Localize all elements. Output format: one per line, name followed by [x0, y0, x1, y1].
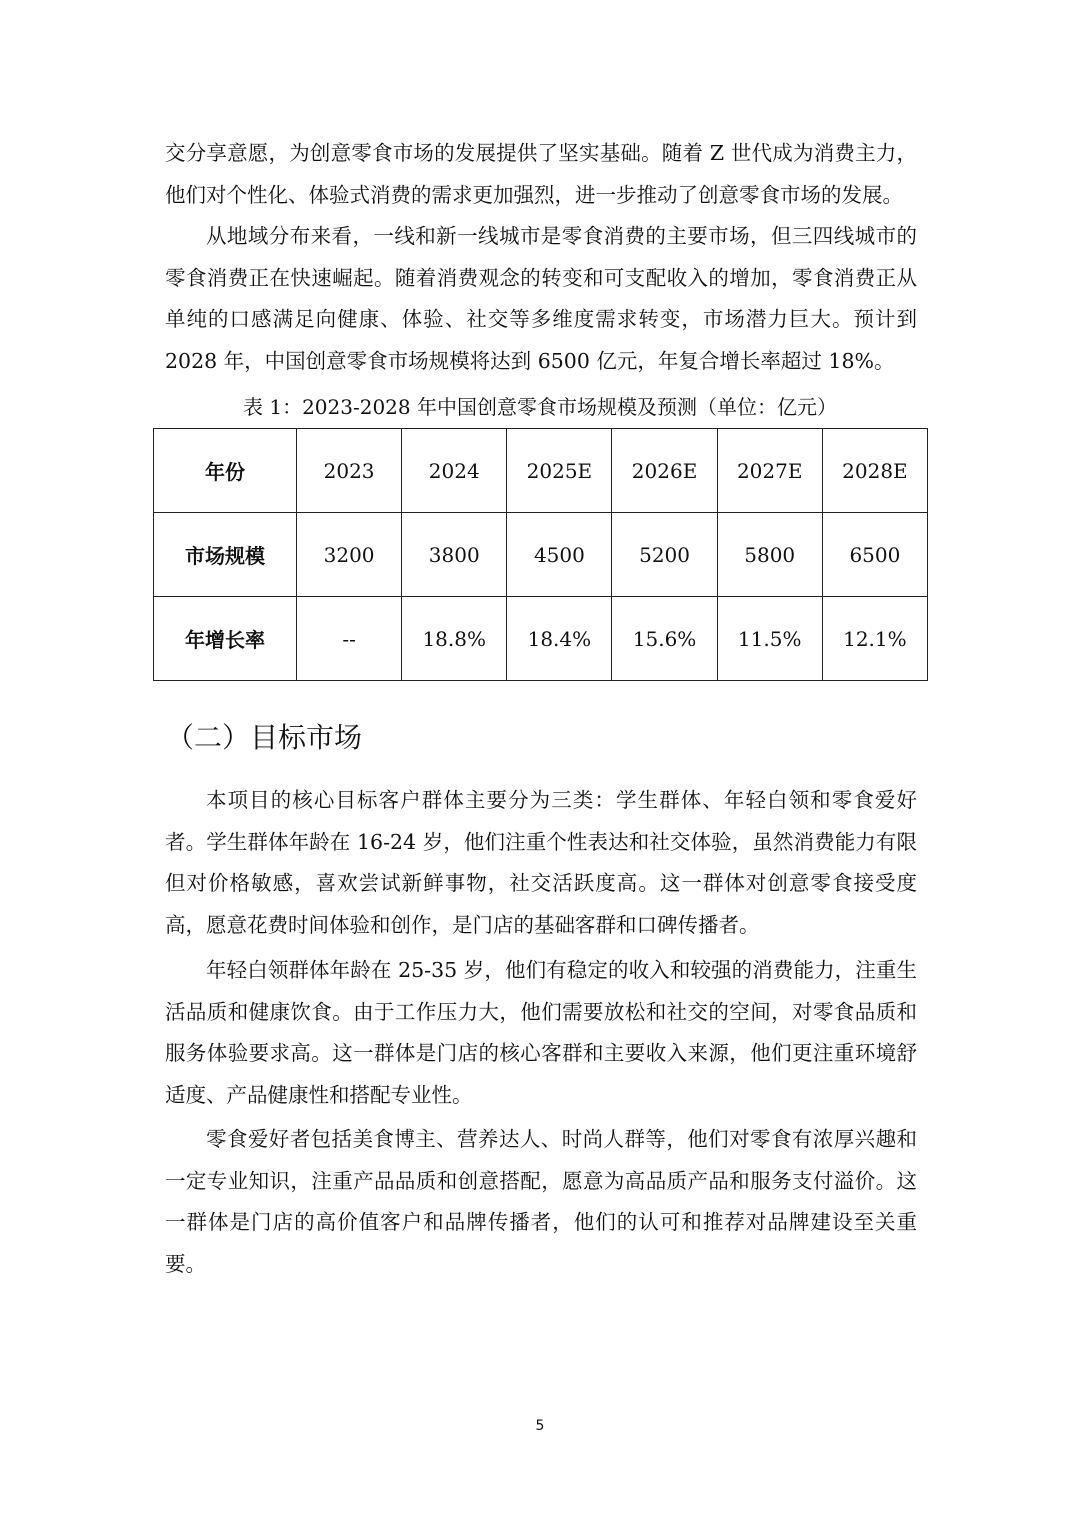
- table-cell: 2023: [297, 429, 402, 513]
- paragraph-target-groups: 本项目的核心目标客户群体主要分为三类：学生群体、年轻白领和零食爱好者。学生群体年龄在 16-24 岁，他们注重个性表达和社交体验，虽然消费能力有限但对价格敏感，喜欢尝试新鲜事物，社交活跃度高。这一群体对创意零食接受度高，愿意花费时间体验和创作，是门店的基础客群和口碑传播者。: [165, 788, 917, 937]
- table-cell: 18.8%: [402, 597, 507, 681]
- table-row-market-size: [154, 513, 928, 597]
- table-cell: 11.5%: [717, 597, 822, 681]
- table-cell: 3200: [297, 513, 402, 597]
- paragraph-continued: 交分享意愿，为创意零食市场的发展提供了坚实基础。随着 Z 世代成为消费主力，他们对个性化、体验式消费的需求更加强烈，进一步推动了创意零食市场的发展。: [165, 141, 917, 207]
- row-header-market-size: 市场规模: [154, 513, 297, 597]
- table-cell: 2025E: [507, 429, 612, 513]
- table-cell: 2026E: [612, 429, 717, 513]
- table-cell: 3800: [402, 513, 507, 597]
- table-cell: 15.6%: [612, 597, 717, 681]
- table-cell: 5800: [717, 513, 822, 597]
- row-header-growth-rate: 年增长率: [154, 597, 297, 681]
- table-cell: --: [297, 597, 402, 681]
- page-number: 5: [535, 1418, 545, 1434]
- paragraph-young-professionals: 年轻白领群体年龄在 25-35 岁，他们有稳定的收入和较强的消费能力，注重生活品质和健康饮食。由于工作压力大，他们需要放松和社交的空间，对零食品质和服务体验要求高。这一群体是门店的核心客群和主要收入来源，他们更注重环境舒适度、产品健康性和搭配专业性。: [165, 958, 917, 1107]
- table-cell: 2024: [402, 429, 507, 513]
- market-size-table: [153, 428, 928, 681]
- table-row-year: [154, 429, 928, 513]
- table-caption: 表 1：2023-2028 年中国创意零食市场规模及预测（单位：亿元）: [243, 395, 837, 419]
- row-header-year: 年份: [154, 429, 297, 513]
- table-cell: 18.4%: [507, 597, 612, 681]
- table-cell: 6500: [822, 513, 927, 597]
- section-heading: （二）目标市场: [166, 721, 363, 754]
- paragraph-regional-distribution: 从地域分布来看，一线和新一线城市是零食消费的主要市场，但三四线城市的零食消费正在快速崛起。随着消费观念的转变和可支配收入的增加，零食消费正从单纯的口感满足向健康、体验、社交等多维度需求转变，市场潜力巨大。预计到 2028 年，中国创意零食市场规模将达到 6500 亿元，年复合增长率超过 18%。: [165, 224, 917, 373]
- table-cell: 4500: [507, 513, 612, 597]
- table-cell: 2027E: [717, 429, 822, 513]
- table-cell: 2028E: [822, 429, 927, 513]
- paragraph-snack-enthusiasts: 零食爱好者包括美食博主、营养达人、时尚人群等，他们对零食有浓厚兴趣和一定专业知识，注重产品品质和创意搭配，愿意为高品质产品和服务支付溢价。这一群体是门店的高价值客户和品牌传播者，他们的认可和推荐对品牌建设至关重要。: [165, 1127, 917, 1276]
- table-row-growth-rate: [154, 597, 928, 681]
- table-cell: 5200: [612, 513, 717, 597]
- table-cell: 12.1%: [822, 597, 927, 681]
